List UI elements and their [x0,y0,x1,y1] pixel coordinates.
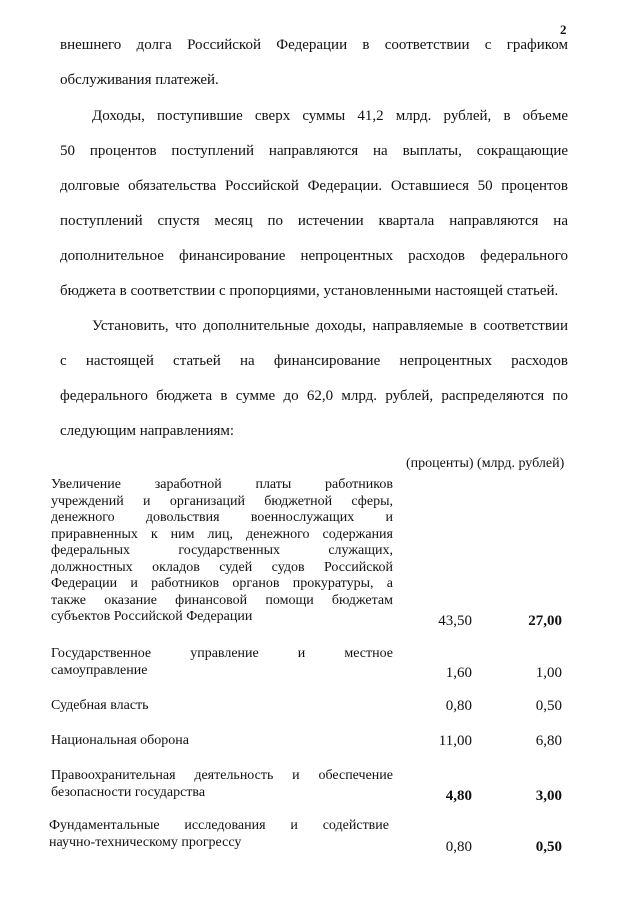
text-line: Фундаментальные исследования и содействие [49,818,389,833]
text-line: Увеличение заработной платы работников [51,477,393,492]
text-line: с настоящей статьей на финансирование непроцентных расходов [60,353,568,369]
row-label [51,768,393,801]
text-line: субъектов Российской Федерации [51,609,253,624]
text-line: долговые обязательства Российской Федерации. Оставшиеся 50 процентов [60,178,568,194]
text-line: самоуправление [51,662,148,678]
amount-value: 3,00 [535,788,562,804]
table-column-header: (проценты) (млрд. рублей) [406,456,565,471]
percent-value: 4,80 [445,788,472,804]
page-number: 2 [560,22,567,37]
text-line: поступлений спустя месяц по истечении квартала направляются на [60,213,568,229]
text-line: учреждений и организаций бюджетной сферы, [51,493,393,509]
text-line: обслуживания платежей. [60,72,219,88]
text-line: Государственное управление и местное [51,646,393,661]
text-line: Правоохранительная деятельность и обеспечение [51,768,393,783]
text-line: федерального бюджета в сумме до 62,0 млрд. рублей, распределяются по [60,388,568,404]
amount-value: 6,80 [535,733,562,749]
text-line: денежного довольствия военнослужащих и [51,510,393,525]
amount-value: 27,00 [528,613,562,629]
percent-value: 43,50 [438,613,472,629]
amount-value: 0,50 [535,698,562,714]
text-line: Судебная власть [51,698,149,713]
text-line: Установить, что дополнительные доходы, направляемые в соответствии [92,318,568,334]
text-line: безопасности государства [51,784,206,800]
text-line: внешнего долга Российской Федерации в соответствии с графиком [60,37,568,53]
text-line: научно-техническому прогрессу [49,834,242,850]
percent-value: 0,80 [445,839,472,855]
row-label [51,698,393,715]
row-label [51,646,393,679]
amount-value: 0,50 [535,839,562,855]
paragraph-excess-revenue [60,99,568,309]
percent-value: 0,80 [445,698,472,714]
paragraph-external-debt [60,28,568,98]
text-line: 50 процентов поступлений направляются на выплаты, сокращающие [60,143,568,159]
text-line: Федерации и работников органов прокуратуры, а [51,576,393,591]
percent-value: 11,00 [438,733,472,749]
row-label [49,818,389,851]
text-line: Национальная оборона [51,733,189,748]
row-label [51,733,393,750]
text-line: федеральных государственных служащих, [51,543,393,558]
amount-value: 1,00 [535,665,562,681]
text-line: также оказание финансовой помощи бюджетам [51,592,393,608]
paragraph-allocation [60,309,568,449]
text-line: Доходы, поступившие сверх суммы 41,2 млрд. рублей, в объеме [92,108,568,124]
text-line: приравненных к ним лиц, денежного содержания [51,526,393,542]
text-line: дополнительное финансирование непроцентных расходов федерального [60,248,568,264]
text-line: должностных окладов судей судов Российской [51,559,393,575]
row-label [51,477,393,626]
text-line: бюджета в соответствии с пропорциями, установленными настоящей статьей. [60,283,559,299]
percent-value: 1,60 [445,665,472,681]
text-line: следующим направлениям: [60,423,235,439]
